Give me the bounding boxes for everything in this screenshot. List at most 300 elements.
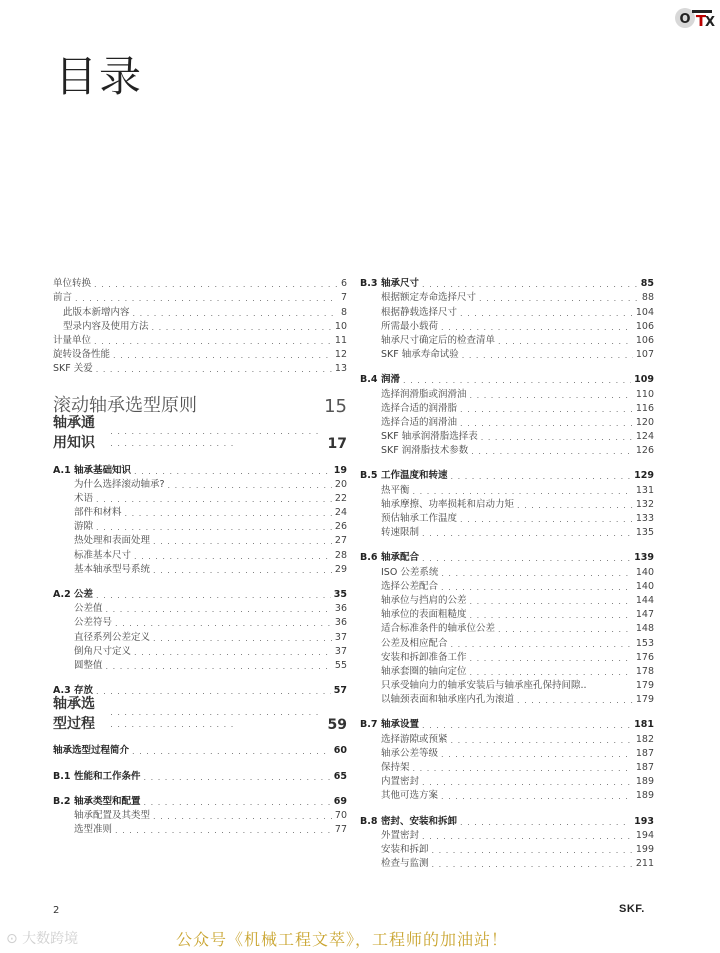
toc-entry-row[interactable] — [53, 602, 347, 616]
entry-page: 12 — [334, 349, 347, 361]
leader-dots — [132, 746, 331, 758]
entry-page: 211 — [635, 858, 654, 870]
entry-page: 189 — [635, 776, 654, 788]
section-a2 — [53, 588, 347, 673]
entry-page: 106 — [635, 320, 654, 332]
leader-dots — [422, 720, 631, 732]
section-a1 — [53, 463, 347, 577]
entry-title: 热处理和表面处理 — [74, 535, 151, 547]
leader-dots — [133, 308, 338, 320]
toc-entry-row[interactable] — [53, 334, 347, 348]
entry-page: 189 — [635, 790, 654, 802]
entry-page: 36 — [334, 603, 347, 615]
leader-dots — [517, 695, 633, 707]
entry-title: 轴承尺寸 — [381, 278, 420, 290]
entry-page: 135 — [635, 527, 654, 539]
leader-dots — [470, 390, 633, 402]
entry-title: 圆整值 — [74, 659, 103, 671]
entry-page: 199 — [635, 843, 654, 855]
toc-entry-row[interactable] — [360, 565, 654, 579]
toc-entry-row[interactable] — [360, 387, 654, 401]
leader-dots — [441, 322, 633, 334]
toc-entry-row[interactable] — [360, 483, 654, 497]
entry-title: 根据额定寿命选择尺寸 — [381, 292, 477, 304]
entry-title: 轴承位的表面粗糙度 — [381, 609, 467, 621]
toc-entry-row[interactable] — [360, 747, 654, 761]
section-b5 — [360, 469, 654, 540]
leader-dots — [422, 553, 631, 565]
section-b7 — [360, 718, 654, 803]
entry-page: 187 — [635, 747, 654, 759]
toc-section-row[interactable] — [53, 463, 347, 477]
entry-title: 转速限制 — [381, 527, 420, 539]
entry-title: 安装和拆卸准备工作 — [381, 651, 467, 663]
leader-dots — [460, 817, 631, 829]
leader-dots — [153, 633, 332, 645]
entry-title: ISO 公差系统 — [381, 566, 439, 578]
svg-text:T: T — [695, 12, 707, 30]
otx-logo — [672, 4, 716, 30]
toc-entry-row[interactable] — [360, 843, 654, 857]
entry-title: 轴承套圈的轴向定位 — [381, 665, 467, 677]
toc-entry-row[interactable] — [53, 305, 347, 319]
leader-dots — [422, 528, 633, 540]
leader-dots — [460, 404, 633, 416]
toc-entry-row[interactable] — [53, 277, 347, 291]
entry-title: 游隙 — [74, 521, 94, 533]
toc-entry-row[interactable] — [53, 548, 347, 562]
entry-page: 144 — [635, 594, 654, 606]
leader-dots — [422, 279, 638, 291]
entry-page: 179 — [635, 694, 654, 706]
toc-section-row[interactable] — [360, 551, 654, 565]
entry-page: 176 — [635, 651, 654, 663]
toc-entry-row[interactable] — [360, 402, 654, 416]
leader-dots — [460, 308, 633, 320]
leader-dots — [470, 596, 633, 608]
entry-page: 120 — [635, 416, 654, 428]
leader-dots — [96, 590, 331, 602]
toc-entry-row[interactable] — [360, 348, 654, 362]
leader-dots — [115, 825, 332, 837]
entry-title: 所需最小载荷 — [381, 320, 439, 332]
toc-entry-row[interactable] — [360, 622, 654, 636]
entry-title: 基本轴承型号系统 — [74, 563, 151, 575]
entry-title: 此版本新增内容 — [63, 306, 130, 318]
leader-dots — [413, 763, 633, 775]
entry-title: 其他可选方案 — [381, 790, 439, 802]
toc-right-column — [360, 277, 654, 871]
entry-page: 148 — [635, 623, 654, 635]
entry-title: 选型准则 — [74, 824, 113, 836]
toc-entry-row[interactable] — [360, 444, 654, 458]
entry-title: 外置密封 — [381, 829, 420, 841]
toc-entry-row[interactable] — [360, 430, 654, 444]
toc-entry-row[interactable] — [53, 645, 347, 659]
toc-entry-row[interactable] — [53, 630, 347, 644]
chapter-page: 17 — [327, 436, 347, 453]
entry-page: 104 — [635, 306, 654, 318]
entry-title: 保持架 — [381, 762, 410, 773]
entry-title: 适合标准条件的轴承位公差 — [381, 623, 496, 635]
leader-dots — [94, 279, 338, 291]
leader-dots — [110, 707, 323, 731]
leader-dots — [517, 500, 633, 512]
entry-title: 选择游隙或预紧 — [381, 733, 448, 745]
leader-dots — [153, 811, 332, 823]
entry-page: 26 — [334, 521, 347, 533]
leader-dots — [441, 791, 633, 803]
entry-page: 6 — [340, 278, 347, 290]
toc-section-row[interactable] — [360, 277, 654, 291]
leader-dots — [498, 624, 633, 636]
entry-page: 133 — [635, 513, 654, 524]
entry-page: 22 — [334, 492, 347, 504]
toc-entry-row[interactable] — [360, 857, 654, 871]
section-code: A.1 — [53, 464, 71, 476]
entry-title: 选择润滑脂或润滑油 — [381, 388, 467, 400]
leader-dots — [96, 522, 332, 534]
leader-dots — [460, 514, 633, 526]
entry-page: 110 — [635, 388, 654, 400]
entry-title: 润滑 — [381, 374, 401, 386]
entry-title: 倒角尺寸定义 — [74, 645, 132, 657]
leader-dots — [75, 293, 338, 305]
toc-entry-row[interactable] — [53, 291, 347, 305]
entry-title: 内置密封 — [381, 776, 420, 788]
toc-entry-row[interactable] — [360, 580, 654, 594]
entry-title: 前言 — [53, 292, 73, 304]
entry-page: 178 — [635, 665, 654, 677]
leader-dots — [96, 686, 331, 698]
entry-title: 轴承公差等级 — [381, 747, 439, 759]
page-number: 2 — [53, 905, 60, 916]
entry-page: 181 — [634, 719, 654, 731]
leader-dots — [422, 831, 633, 843]
leader-dots — [134, 647, 332, 659]
toc-entry-row[interactable] — [53, 659, 347, 673]
leader-dots — [460, 418, 633, 430]
toc-entry-row[interactable] — [53, 362, 347, 376]
entry-title: 轴承位与挡肩的公差 — [381, 594, 467, 606]
section-code: B.8 — [360, 815, 378, 827]
entry-title: 公差符号 — [74, 617, 113, 629]
toc-entry-row[interactable] — [53, 320, 347, 334]
entry-title: 旋转设备性能 — [53, 349, 111, 361]
entry-title: 轴承尺寸确定后的检查清单 — [381, 334, 496, 346]
entry-page: 69 — [333, 795, 347, 807]
toc-section-row[interactable] — [53, 769, 347, 783]
section-code: B.5 — [360, 470, 378, 482]
entry-page: 131 — [635, 484, 654, 496]
leader-dots — [134, 551, 332, 563]
leader-dots — [106, 604, 332, 616]
section-code: B.6 — [360, 552, 378, 564]
entry-title: 检查与监测 — [381, 858, 429, 870]
toc-section-row[interactable] — [360, 718, 654, 732]
leader-dots — [422, 777, 633, 789]
leader-dots — [125, 508, 332, 520]
toc-entry-row[interactable] — [53, 809, 347, 823]
toc-entry-row[interactable] — [360, 334, 654, 348]
leader-dots — [470, 667, 633, 679]
toc-entry-row[interactable] — [53, 823, 347, 837]
leader-dots — [470, 610, 633, 622]
leader-dots — [471, 446, 633, 458]
section-code: B.2 — [53, 795, 71, 807]
toc-entry-row[interactable] — [360, 636, 654, 650]
toc-entry-row[interactable] — [360, 416, 654, 430]
toc-entry-row[interactable] — [360, 608, 654, 622]
leader-dots — [432, 859, 633, 871]
entry-page: 19 — [333, 464, 347, 476]
svg-text:O: O — [679, 12, 691, 27]
toc-entry-row[interactable] — [360, 651, 654, 665]
entry-title: 轴承选型过程简介 — [53, 745, 130, 757]
toc-entry-row[interactable] — [53, 478, 347, 492]
entry-title: 轴承摩擦、功率损耗和启动力矩 — [381, 498, 515, 510]
leader-dots — [481, 432, 633, 444]
entry-title: 只承受轴向力的轴承安装后与轴承座孔保持间隙.. — [381, 680, 587, 692]
entry-page: 77 — [334, 824, 347, 836]
entry-page: 57 — [333, 685, 347, 697]
leader-dots — [441, 582, 633, 594]
entry-page: 153 — [635, 637, 654, 649]
section-b4 — [360, 373, 654, 458]
entry-page: 65 — [333, 770, 347, 782]
entry-title: 单位转换 — [53, 278, 92, 290]
section-b1 — [53, 769, 347, 783]
entry-title: 热平衡 — [381, 484, 410, 496]
entry-title: 轴承配置及其类型 — [74, 809, 151, 821]
entry-page: 36 — [334, 617, 347, 629]
section-code: A.2 — [53, 589, 71, 600]
toc-entry-row[interactable] — [53, 616, 347, 630]
leader-dots — [144, 797, 331, 809]
entry-title: 直径系列公差定义 — [74, 631, 151, 643]
entry-title: 存放 — [74, 685, 94, 697]
entry-title: 轴承类型和配置 — [74, 795, 141, 807]
chapter-title: 轴承通用知识 — [53, 415, 95, 452]
entry-title: 为什么选择滚动轴承? — [74, 478, 165, 490]
section-code: B.3 — [360, 278, 378, 290]
toc-entry-row[interactable] — [360, 291, 654, 305]
leader-dots — [96, 364, 332, 376]
toc-section-row[interactable] — [53, 588, 347, 602]
entry-title: SKF 轴承润滑脂选择表 — [381, 431, 478, 443]
entry-page: 28 — [334, 549, 347, 561]
entry-page: 20 — [334, 478, 347, 490]
skf-logo: SKF. — [619, 903, 645, 915]
toc-section-row[interactable] — [360, 814, 654, 828]
toc-section-row[interactable] — [53, 744, 347, 758]
leader-dots — [451, 639, 633, 651]
entry-page: 147 — [635, 609, 654, 621]
watermark-center: 公众号《机械工程文萃》，工程师的加油站！ — [176, 930, 509, 949]
leader-dots — [479, 293, 639, 305]
entry-page: 55 — [334, 659, 347, 671]
toc-entry-row[interactable] — [360, 775, 654, 789]
entry-title: 以轴颈表面和轴承座内孔为滚道 — [381, 694, 515, 706]
leader-dots — [144, 772, 331, 784]
toc-entry-row[interactable] — [360, 526, 654, 540]
leader-dots — [470, 653, 633, 665]
toc-entry-row[interactable] — [53, 492, 347, 506]
entry-page: 106 — [635, 334, 654, 346]
entry-title: 选择公差配合 — [381, 580, 439, 592]
entry-page: 182 — [635, 733, 654, 745]
part-page: 15 — [324, 396, 347, 418]
entry-page: 194 — [635, 829, 654, 841]
entry-page: 7 — [340, 292, 347, 304]
entry-page: 11 — [334, 334, 347, 346]
toc-entry-row[interactable] — [53, 534, 347, 548]
entry-page: 107 — [635, 349, 654, 361]
toc-entry-row[interactable] — [360, 761, 654, 775]
entry-page: 187 — [635, 762, 654, 773]
entry-title: 部件和材料 — [74, 507, 122, 519]
front-matter-list — [53, 277, 347, 376]
leader-dots — [110, 426, 323, 450]
toc-section-row[interactable] — [360, 469, 654, 483]
toc-entry-row[interactable] — [360, 829, 654, 843]
leader-dots — [451, 735, 633, 747]
section-code: B.4 — [360, 374, 378, 386]
toc-left-column — [53, 277, 347, 837]
entry-page: 85 — [640, 278, 654, 290]
entry-title: 轴承配合 — [381, 552, 420, 564]
entry-page: 70 — [334, 809, 347, 821]
toc-entry-row[interactable] — [53, 348, 347, 362]
entry-title: 预估轴承工作温度 — [381, 513, 458, 524]
entry-page: 29 — [334, 563, 347, 575]
entry-page: 37 — [334, 631, 347, 643]
entry-page: 126 — [635, 445, 654, 457]
entry-title: 轴承基础知识 — [74, 464, 132, 476]
leader-dots — [153, 565, 332, 577]
chapter-heading-general[interactable] — [53, 415, 347, 453]
chapter-heading-selection[interactable] — [53, 696, 347, 734]
leader-dots — [498, 336, 633, 348]
entry-title: 选择合适的润滑油 — [381, 416, 458, 428]
leader-dots — [168, 480, 332, 492]
entry-title: 轴承设置 — [381, 719, 420, 731]
toc-entry-row[interactable] — [53, 506, 347, 520]
entry-page: 35 — [333, 589, 347, 600]
toc-entry-row[interactable] — [360, 594, 654, 608]
entry-page: 124 — [635, 431, 654, 443]
entry-title: 型录内容及使用方法 — [63, 320, 149, 332]
entry-page: 37 — [334, 645, 347, 657]
leader-dots — [113, 350, 332, 362]
leader-dots — [96, 494, 332, 506]
leader-dots — [441, 568, 633, 580]
entry-page: 8 — [340, 306, 347, 318]
leader-dots — [462, 350, 633, 362]
toc-entry-row[interactable] — [360, 498, 654, 512]
entry-page: 140 — [635, 566, 654, 578]
entry-title: 密封、安装和拆卸 — [381, 815, 458, 827]
entry-page: 27 — [334, 535, 347, 547]
entry-title: 性能和工作条件 — [74, 770, 141, 782]
chapter-title: 轴承选型过程 — [53, 696, 95, 733]
entry-page: 60 — [333, 745, 347, 757]
toc-entry-row[interactable] — [360, 679, 654, 693]
toc-entry-row[interactable] — [53, 563, 347, 577]
leader-dots — [413, 486, 633, 498]
leader-dots — [432, 845, 633, 857]
leader-dots — [152, 322, 332, 334]
part-title: 滚动轴承选型原则 — [53, 395, 197, 417]
entry-title: 公差值 — [74, 603, 103, 615]
entry-title: 公差及相应配合 — [381, 637, 448, 649]
entry-page: 179 — [635, 680, 654, 692]
toc-entry-row[interactable] — [360, 665, 654, 679]
leader-dots — [403, 375, 631, 387]
entry-page: 109 — [634, 374, 654, 386]
toc-entry-row[interactable] — [360, 732, 654, 746]
section-b6 — [360, 551, 654, 707]
toc-entry-row[interactable] — [53, 520, 347, 534]
entry-title: SKF 轴承寿命试验 — [381, 349, 459, 361]
toc-entry-row[interactable] — [360, 512, 654, 526]
entry-title: 根据静载选择尺寸 — [381, 306, 458, 318]
entry-page: 116 — [635, 402, 654, 414]
watermark-left: ⊙ 大数跨境 — [6, 931, 79, 947]
toc-entry-row[interactable] — [360, 693, 654, 707]
section-b3 — [360, 277, 654, 362]
leader-dots — [153, 536, 332, 548]
entry-page: 129 — [634, 470, 654, 482]
section-b2 — [53, 795, 347, 838]
svg-text:X: X — [704, 15, 716, 30]
section-code: B.1 — [53, 770, 71, 782]
leader-dots — [441, 749, 633, 761]
leader-dots — [106, 661, 332, 673]
section-b8 — [360, 814, 654, 871]
toc-entry-row[interactable] — [360, 320, 654, 334]
entry-page: 140 — [635, 580, 654, 592]
toc-section-row[interactable] — [53, 795, 347, 809]
section-intro — [53, 744, 347, 758]
entry-page: 139 — [634, 552, 654, 564]
chapter-page: 59 — [327, 717, 347, 734]
entry-page: 10 — [334, 320, 347, 332]
section-code: B.7 — [360, 719, 378, 731]
toc-section-row[interactable] — [360, 373, 654, 387]
entry-page: 24 — [334, 507, 347, 519]
entry-title: 选择合适的润滑脂 — [381, 402, 458, 414]
entry-title: 工作温度和转速 — [381, 470, 448, 482]
entry-title: 计量单位 — [53, 334, 92, 346]
leader-dots — [451, 471, 632, 483]
leader-dots — [94, 336, 332, 348]
entry-title: 安装和拆卸 — [381, 843, 429, 855]
entry-title: SKF 润滑脂技术参数 — [381, 445, 469, 457]
entry-title: 公差 — [74, 589, 94, 600]
entry-page: 88 — [641, 292, 654, 304]
toc-entry-row[interactable] — [360, 789, 654, 803]
leader-dots — [134, 466, 331, 478]
toc-entry-row[interactable] — [360, 305, 654, 319]
entry-title: SKF 关爱 — [53, 363, 93, 375]
section-code: A.3 — [53, 685, 71, 697]
page-title: 目录 — [55, 52, 144, 101]
entry-title: 术语 — [74, 492, 94, 504]
entry-page: 193 — [634, 815, 654, 827]
entry-title: 标准基本尺寸 — [74, 549, 132, 561]
entry-page: 13 — [334, 363, 347, 375]
